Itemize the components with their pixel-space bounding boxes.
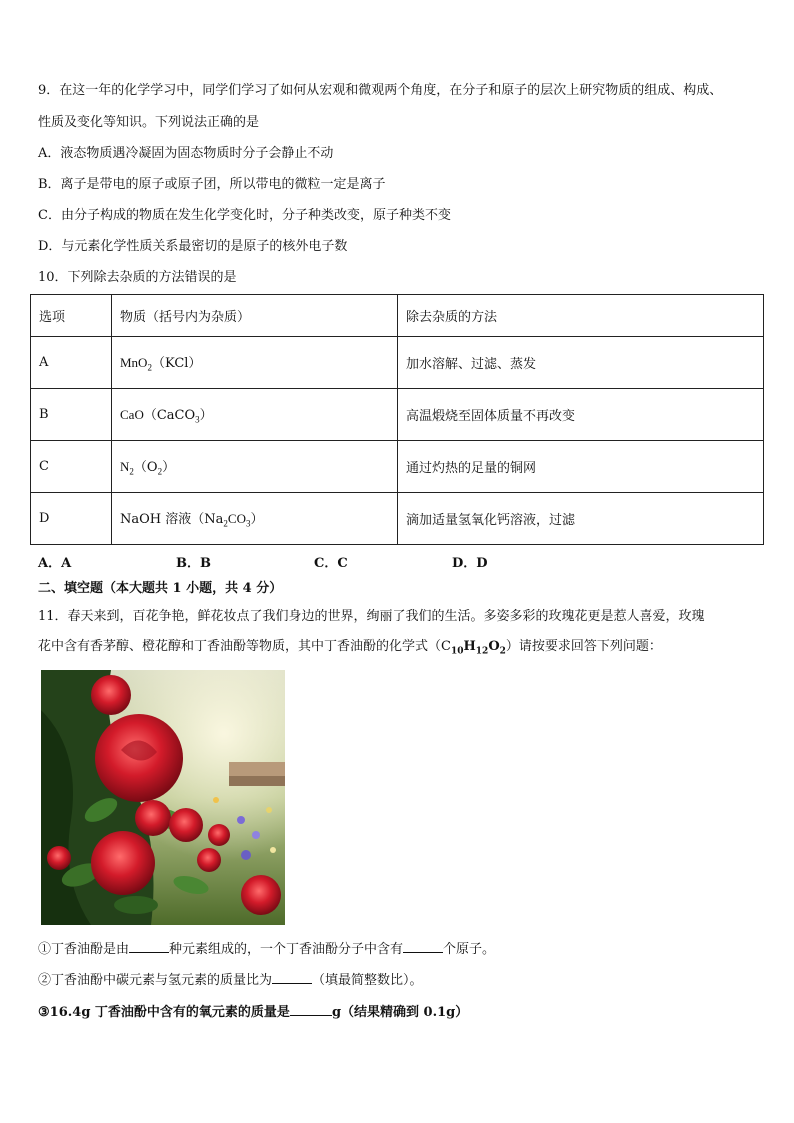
rose-flower bbox=[91, 675, 131, 715]
q10-answer-choices bbox=[38, 555, 488, 573]
q11-stem-line2: 花中含有香茅醇、橙花醇和丁香油酚等物质，其中丁香油酚的化学式$(C_{10}H_{12}O_2)$请按要求回答下列问题： bbox=[38, 639, 662, 657]
row-substance: MnO$_2$（KCl） bbox=[112, 337, 398, 389]
q11-part2: ②丁香油酚中碳元素与氢元素的质量比为 （填最简整数比）。 bbox=[38, 973, 423, 988]
row-option: C bbox=[31, 441, 112, 493]
section-heading: 二、填空题（本大题共 1 小题，共 4 分） bbox=[38, 581, 283, 596]
row-method: 滴加适量氢氧化钙溶液，过滤 bbox=[398, 493, 764, 545]
table-row bbox=[31, 493, 764, 545]
table-header-row bbox=[31, 295, 764, 337]
header-substance: 物质（括号内为杂质） bbox=[112, 295, 398, 337]
table-row bbox=[31, 441, 764, 493]
answer-b: B．B bbox=[176, 556, 211, 571]
q9-option-d: D．与元素化学性质关系最密切的是原子的核外电子数 bbox=[38, 239, 348, 254]
q9-stem-line1: 9．在这一年的化学学习中，同学们学习了如何从宏观和微观两个角度，在分子和原子的层次上研究物质的组成、构成、 bbox=[38, 83, 723, 98]
row-method: 高温煅烧至固体质量不再改变 bbox=[398, 389, 764, 441]
rose-illustration bbox=[41, 670, 285, 925]
row-method: 加水溶解、过滤、蒸发 bbox=[398, 337, 764, 389]
q9-option-a: A．液态物质遇冷凝固为固态物质时分子会静止不动 bbox=[38, 146, 334, 161]
rose-painting-image bbox=[41, 670, 285, 925]
answer-blank[interactable] bbox=[403, 940, 443, 953]
q11-part3: ③16.4g 丁香油酚中含有的氧元素的质量是 g（结果精确到 0.1g） bbox=[38, 1005, 469, 1020]
row-substance: CaO（CaCO$_3$） bbox=[112, 389, 398, 441]
rose-flower bbox=[91, 831, 155, 895]
table-row bbox=[31, 337, 764, 389]
row-method: 通过灼热的足量的铜网 bbox=[398, 441, 764, 493]
answer-c: C．C bbox=[314, 556, 348, 571]
q10-stem: 10．下列除去杂质的方法错误的是 bbox=[38, 270, 237, 285]
answer-a: A．A bbox=[38, 556, 72, 571]
answer-d: D．D bbox=[452, 556, 488, 571]
row-option: B bbox=[31, 389, 112, 441]
answer-blank[interactable] bbox=[290, 1003, 332, 1016]
answer-blank[interactable] bbox=[129, 940, 169, 953]
q9-option-c: C．由分子构成的物质在发生化学变化时，分子种类改变，原子种类不变 bbox=[38, 208, 451, 223]
row-substance: $N_2(O_2)$ bbox=[112, 441, 398, 493]
row-option: A bbox=[31, 337, 112, 389]
q9-option-b: B．离子是带电的原子或原子团，所以带电的微粒一定是离子 bbox=[38, 177, 386, 192]
row-substance: NaOH 溶液$(Na_2CO_3)$ bbox=[112, 493, 398, 545]
q11-part1: ①丁香油酚是由 种元素组成的，一个丁香油酚分子中含有 个原子。 bbox=[38, 942, 496, 957]
q11-stem-line1: 11．春天来到，百花争艳，鲜花妆点了我们身边的世界，绚丽了我们的生活。多姿多彩的玫瑰花更是惹人喜爱，玫瑰 bbox=[38, 609, 705, 624]
impurity-table bbox=[30, 294, 764, 545]
answer-blank[interactable] bbox=[272, 971, 312, 984]
q9-stem-line2: 性质及变化等知识。下列说法正确的是 bbox=[38, 115, 260, 130]
table-row bbox=[31, 389, 764, 441]
header-option: 选项 bbox=[31, 295, 112, 337]
row-option: D bbox=[31, 493, 112, 545]
header-method: 除去杂质的方法 bbox=[398, 295, 764, 337]
